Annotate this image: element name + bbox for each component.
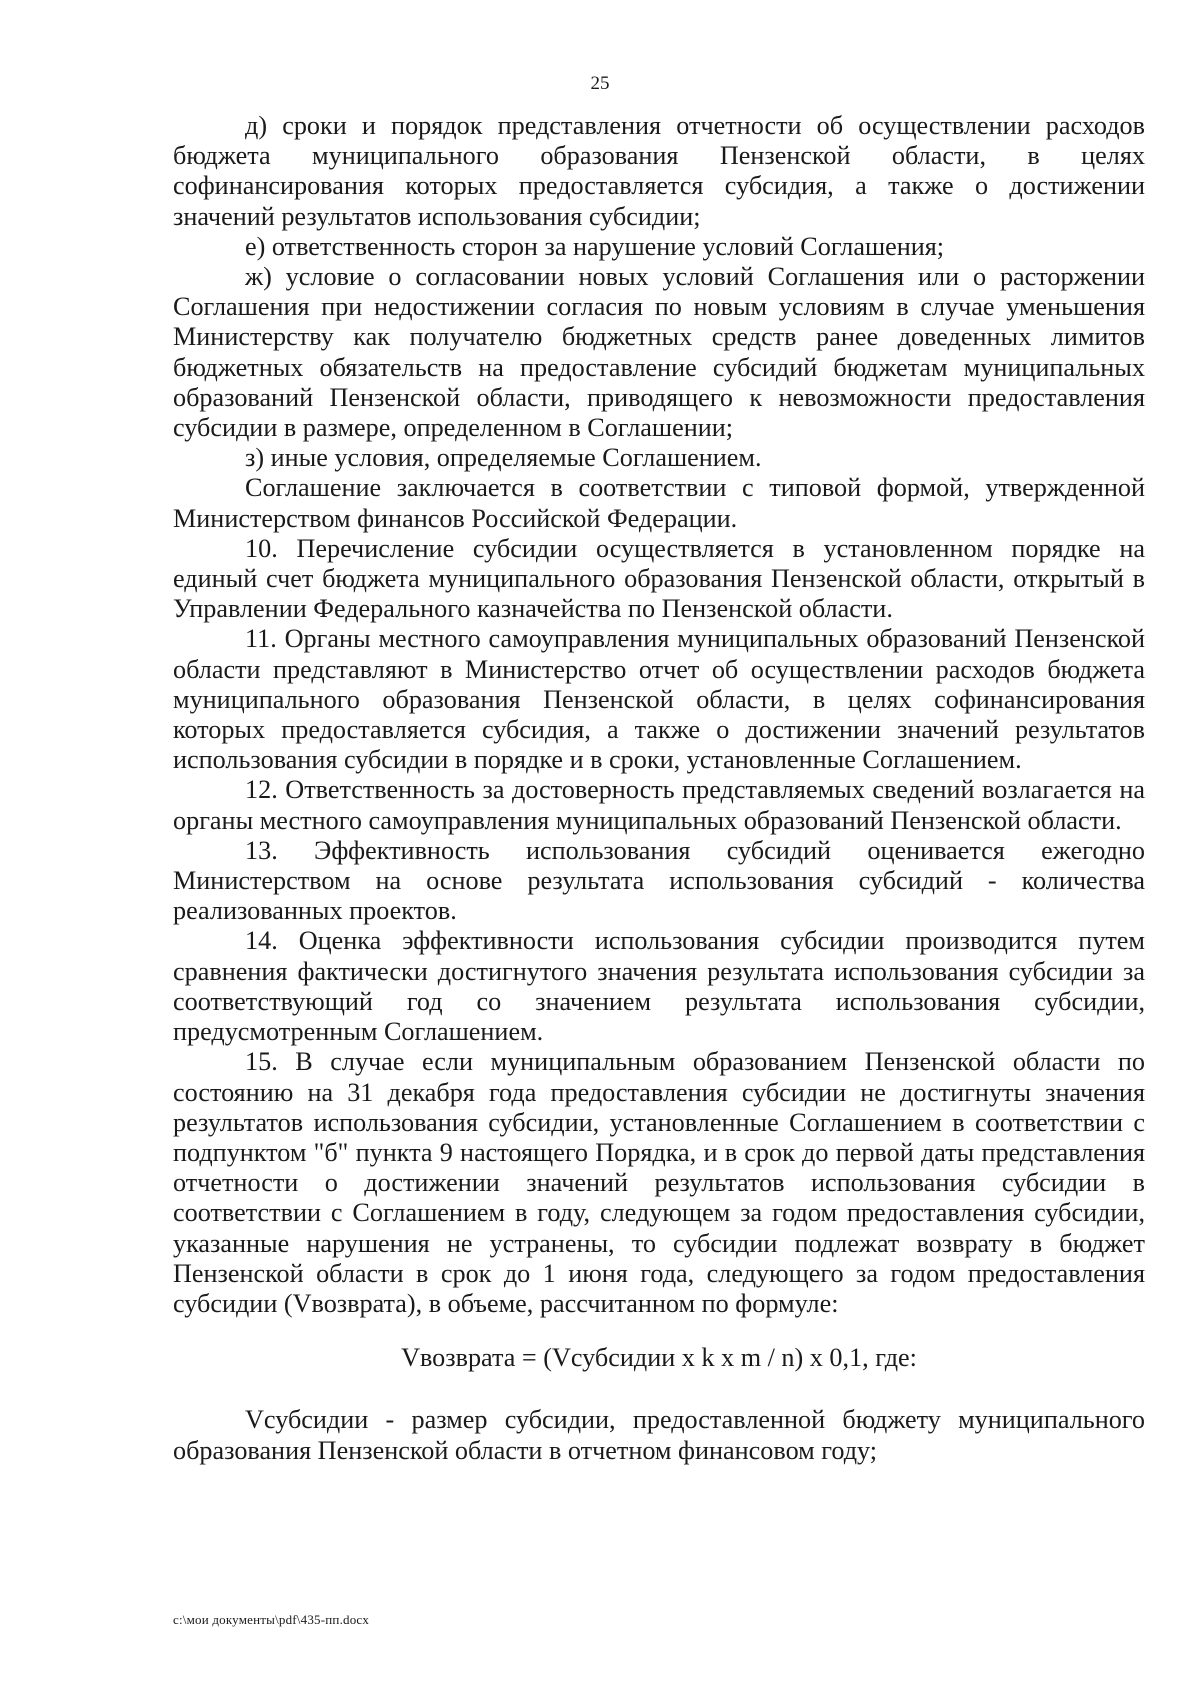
refund-formula: Vвозврата = (Vсубсидии x k x m / n) x 0,1, где: bbox=[401, 1343, 917, 1373]
paragraph-z: з) иные условия, определяемые Соглашением. bbox=[245, 443, 762, 473]
paragraph-13: 13. Эффективность использования субсидий оценивается ежегодно Министерством на основе результата использования субсидий - количества реализованных проектов. bbox=[173, 835, 1145, 926]
paragraph-14: 14. Оценка эффективности использования субсидии производится путем сравнения фактически достигнутого значения результата использования субсидии за соответствующий год со значением результата использования субсидии, предусмотренным Соглашением. bbox=[173, 926, 1145, 1047]
paragraph-15: 15. В случае если муниципальным образованием Пензенской области по состоянию на 31 декабря года предоставления субсидии не достигнуты значения результатов использования субсидии, установленные Соглашением в соответствии с подпунктом "б" пункта 9 настоящего Порядка, и в срок до первой даты представления отчетности о достижении значений результатов использования субсидии в соответствии с Соглашением в году, следующем за годом предоставления субсидии, указанные нарушения не устранены, то субсидии подлежат возврату в бюджет Пензенской области в срок до 1 июня года, следующего за годом предоставления субсидии (Vвозврата), в объеме, рассчитанном по формуле: bbox=[173, 1047, 1145, 1318]
page-number: 25 bbox=[590, 73, 610, 94]
paragraph-e: е) ответственность сторон за нарушение условий Соглашения; bbox=[245, 231, 945, 261]
document-body bbox=[173, 111, 1145, 1466]
paragraph-11: 11. Органы местного самоуправления муниципальных образований Пензенской области представляют в Министерство отчет об осуществлении расходов бюджета муниципального образования Пензенской области, в целях софинансирования которых предоставляется субсидия, а также о достижении значений результатов использования субсидии в порядке и в сроки, установленные Соглашением. bbox=[173, 624, 1145, 775]
paragraph-d: д) сроки и порядок представления отчетности об осуществлении расходов бюджета муниципального образования Пензенской области, в целях софинансирования которых предоставляется субсидия, а также о достижении значений результатов использования субсидии; bbox=[173, 111, 1145, 231]
footer-file-path: c:\мои документы\pdf\435-пп.docx bbox=[173, 1612, 370, 1627]
paragraph-10: 10. Перечисление субсидии осуществляется в установленном порядке на единый счет бюджета муниципального образования Пензенской области, открытый в Управлении Федерального казначейства по Пензенской области. bbox=[173, 533, 1145, 624]
paragraph-zh: ж) условие о согласовании новых условий Соглашения или о расторжении Соглашения при недостижении согласия по новым условиям в случае уменьшения Министерству как получателю бюджетных средств ранее доведенных лимитов бюджетных обязательств на предоставление субсидий бюджетам муниципальных образований Пензенской области, приводящего к невозможности предоставления субсидии в размере, определенном в Соглашении; bbox=[173, 262, 1145, 443]
paragraph-v-subsidy-definition: Vсубсидии - размер субсидии, предоставленной бюджету муниципального образования Пензенской области в отчетном финансовом году; bbox=[173, 1405, 1145, 1465]
paragraph-12: 12. Ответственность за достоверность представляемых сведений возлагается на органы местного самоуправления муниципальных образований Пензенской области. bbox=[173, 775, 1145, 835]
paragraph-agreement-form: Соглашение заключается в соответствии с типовой формой, утвержденной Министерством финансов Российской Федерации. bbox=[173, 473, 1145, 533]
